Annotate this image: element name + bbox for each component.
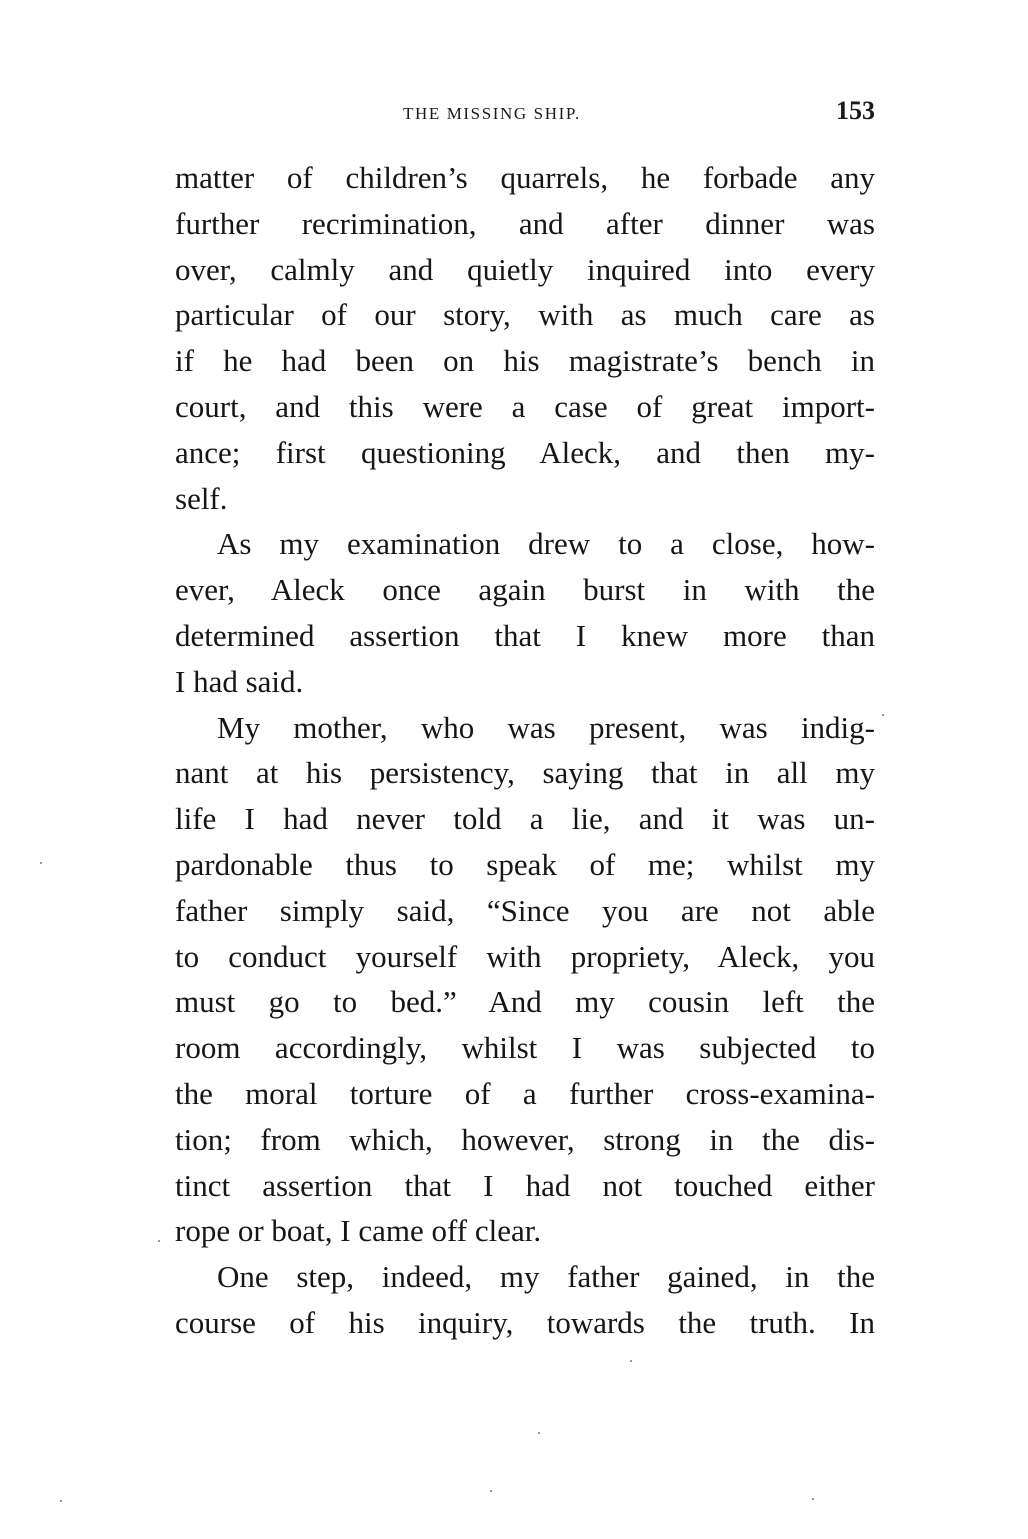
- text-line: must go to bed.” And my cousin left the: [175, 984, 875, 1020]
- text-line: tinct assertion that I had not touched either: [175, 1167, 875, 1203]
- text-line: pardonable thus to speak of me; whilst my: [175, 846, 875, 882]
- paragraph: [175, 1254, 875, 1346]
- scan-speck: [538, 1432, 540, 1434]
- text-line: ance; first questioning Aleck, and then my-: [175, 434, 875, 470]
- text-line: determined assertion that I knew more than: [175, 617, 875, 653]
- text-line: father simply said, “Since you are not able: [175, 892, 875, 928]
- text-line: As my examination drew to a close, how-: [217, 526, 875, 562]
- text-line: further recrimination, and after dinner was: [175, 205, 875, 241]
- paragraph: [175, 155, 875, 521]
- scan-speck: [490, 1490, 492, 1492]
- text-line: ever, Aleck once again burst in with the: [175, 572, 875, 608]
- text-line: matter of children’s quarrels, he forbade any: [175, 160, 875, 195]
- scan-speck: [630, 1360, 632, 1362]
- text-line: over, calmly and quietly inquired into every: [175, 251, 875, 287]
- scan-speck: [60, 1500, 62, 1502]
- text-line: tion; from which, however, strong in the dis-: [175, 1121, 875, 1157]
- text-line: to conduct yourself with propriety, Aleck, you: [175, 938, 875, 974]
- paragraph: [175, 705, 875, 1255]
- scan-speck: [40, 862, 42, 864]
- page-number: 153: [836, 96, 875, 125]
- text-line: rope or boat, I came off clear.: [175, 1213, 542, 1249]
- text-line: the moral torture of a further cross-examina-: [175, 1075, 875, 1111]
- body-text: [175, 155, 875, 1346]
- text-line: One step, indeed, my father gained, in the: [217, 1259, 875, 1295]
- text-line: I had said.: [175, 663, 304, 699]
- text-line: room accordingly, whilst I was subjected to: [175, 1030, 875, 1066]
- running-title: THE MISSING SHIP.: [403, 104, 581, 123]
- text-line: nant at his persistency, saying that in all my: [175, 755, 875, 791]
- text-line: self.: [175, 480, 228, 516]
- paragraph: [175, 521, 875, 704]
- scan-speck: [812, 1498, 814, 1500]
- text-line: court, and this were a case of great import-: [175, 388, 875, 424]
- text-line: My mother, who was present, was indig-: [217, 709, 875, 745]
- running-head: [175, 96, 875, 132]
- text-line: course of his inquiry, towards the truth. In: [175, 1304, 875, 1340]
- text-line: particular of our story, with as much care as: [175, 297, 875, 333]
- scan-speck: [158, 1240, 160, 1242]
- text-line: if he had been on his magistrate’s bench in: [175, 343, 875, 379]
- text-line: life I had never told a lie, and it was un-: [175, 801, 875, 837]
- scan-speck: [882, 714, 884, 716]
